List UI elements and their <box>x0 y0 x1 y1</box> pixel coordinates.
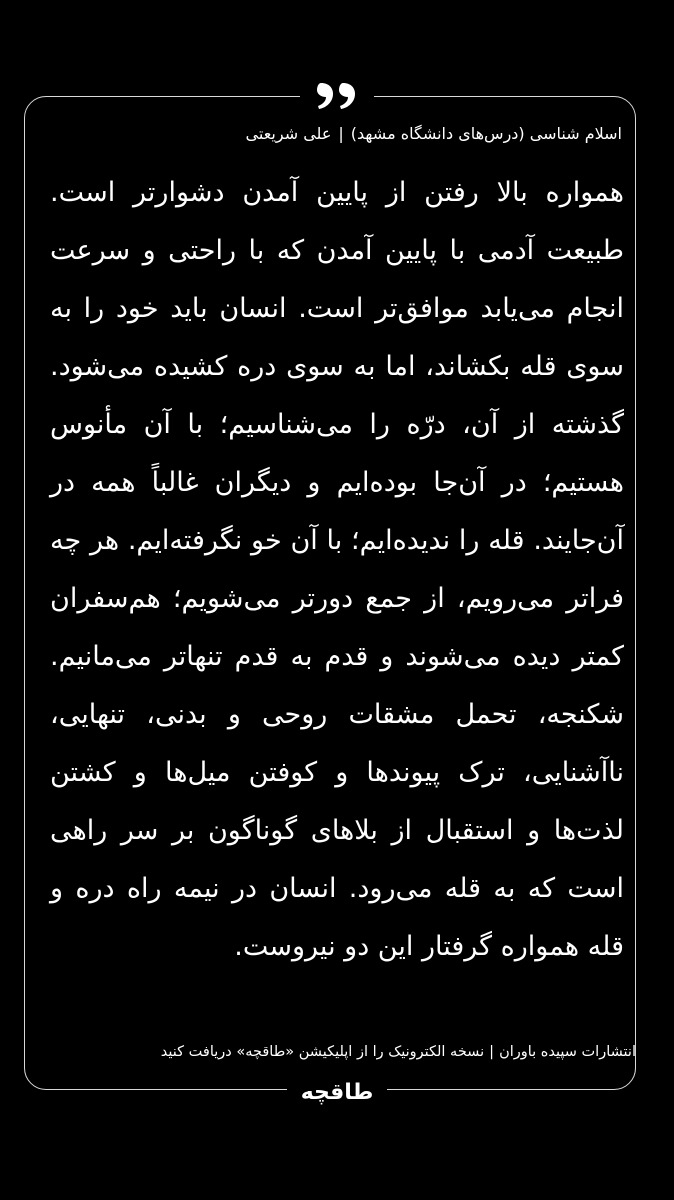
footer-notice <box>40 1044 636 1060</box>
author-name: علی شریعتی <box>245 124 332 143</box>
quote-source <box>52 124 622 143</box>
footer-separator: | <box>489 1044 495 1060</box>
book-title: اسلام شناسی (درس‌های دانشگاه مشهد) <box>350 124 622 143</box>
brand-logo-text: طاقچه <box>300 1079 374 1105</box>
taaghche-logo <box>287 1074 387 1110</box>
quotation-mark-icon <box>300 74 374 118</box>
source-separator: | <box>338 124 344 143</box>
quote-text: همواره بالا رفتن از پایین آمدن دشوارتر است. طبیعت آدمی با پایین آمدن که با راحتی و سرعت انجام می‌یابد موافق‌تر است. انسان باید خود را به سوی قله بکشاند، اما به سوی دره کشیده می‌شود. گذشته از آن، درّه را می‌شناسیم؛ با آن مأنوس هستیم؛ در آن‌جا بوده‌ایم و دیگران غالباً همه در آن‌جایند. قله را ندیده‌ایم؛ با آن خو نگرفته‌ایم. هر چه فراتر می‌رویم، از جمع دورتر می‌شویم؛ هم‌سفران کمتر دیده می‌شوند و قدم به قدم تنهاتر می‌مانیم. شکنجه، تحمل مشقات روحی و بدنی، تنهایی، ناآشنایی، ترک پیوندها و کوفتن میل‌ها و کشتن لذت‌ها و استقبال از بلاهای گوناگون بر سر راهی است که به قله می‌رود. انسان در نیمه راه دره و قله همواره گرفتار این دو نیروست. <box>50 177 624 962</box>
publisher-name: انتشارات سپیده باوران <box>499 1044 636 1060</box>
app-notice: نسخه الکترونیک را از اپلیکیشن «طاقچه» دریافت کنید <box>160 1044 485 1060</box>
